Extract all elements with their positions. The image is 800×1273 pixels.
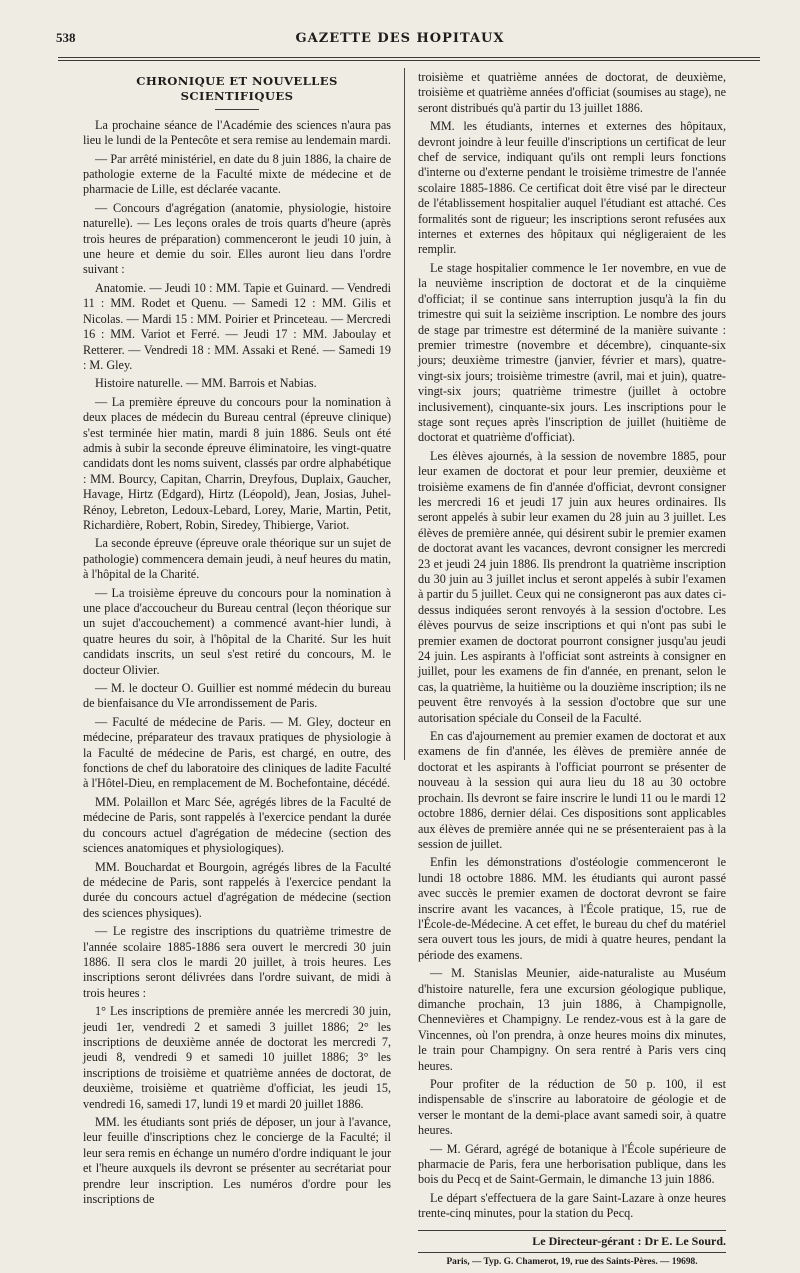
paragraph-lille-chaire: — Par arrêté ministériel, en date du 8 juin 1886, la chaire de pathologie externe de la Faculté mixte de médecine et de pharmacie de Lille, est déclarée vacante. bbox=[83, 151, 391, 197]
paragraph-gerard-herborisation: — M. Gérard, agrégé de botanique à l'École supérieure de pharmacie de Paris, fera une herborisation publique, dans les bois du Pecq et de Saint-Germain, le dimanche 13 juin 1886. bbox=[418, 1141, 726, 1187]
paragraph-academie: La prochaine séance de l'Académie des sciences n'aura pas lieu le lundi de la Pentecôte et sera remise au lendemain mardi. bbox=[83, 117, 391, 148]
paragraph-ajournement: En cas d'ajournement au premier examen de doctorat et aux examens de fin d'année, les élèves de première année de doctorat et les aspirants à l'officiat pourront se présenter de nouveau à la session qui aura lieu du 18 au 30 octobre prochain. Ils devront se faire inscrire le lundi 11 ou le mardi 12 octobre 1886, dernier délai. Ces dispositions sont applicables aux élèves de première année qui ne se présenteraient pas à la session de juillet. bbox=[418, 729, 726, 851]
paragraph-etudiants-internes: MM. les étudiants, internes et externes des hôpitaux, devront joindre à leur feuille d'inscriptions un certificat de leur chef de service, indiquant qu'ils ont rempli leurs fonctions d'interne ou d'externe pendant le troisième trimestre de l'année scolaire 1885-1886. Ce certificat doit être visé par le directeur de l'établissement hospitalier auquel l'étudiant est attaché. Ces formalités sont de rigueur; les inscriptions seront refusées aux internes et externes des hôpitaux qui négligeraient de les remplir. bbox=[418, 119, 726, 257]
paragraph-faculte-gley: — Faculté de médecine de Paris. — M. Gley, docteur en médecine, préparateur des travaux pratiques de physiologie à la Faculté de médecine de Paris, est chargé, en outre, des fonctions de chef du laboratoire des cliniques de ladite Faculté à l'Hôtel-Dieu, en remplacement de M. Bochefontaine, décédé. bbox=[83, 714, 391, 791]
paragraph-polaillon: MM. Polaillon et Marc Sée, agrégés libres de la Faculté de médecine de Paris, sont rappelés à l'exercice pendant la durée du concours actuel d'agrégation de médecine (section des sciences anatomiques et physiologiques). bbox=[83, 794, 391, 856]
left-column bbox=[83, 70, 391, 1210]
paragraph-stage-hospitalier: Le stage hospitalier commence le 1er novembre, en vue de la neuvième inscription de doctorat et de la cinquième d'officiat; il se continue sans interruption jusqu'à la fin du trimestre qui suit la seizième inscription. Le nombre des jours de stage par trimestre est déterminé de la manière suivante : premier trimestre (novembre et décembre), cinquante-six jours; deuxième trimestre (janvier, février et mars), quatre-vingt-six jours; troisième trimestre (avril, mai et juin), quatre-vingt-six jours; quatrième trimestre (juillet à octobre inclusivement), cinquante-six jours. Les inscriptions pour le stage sont reçues après l'inscription de juillet (huitième de doctorat et quatrième d'officiat). bbox=[418, 260, 726, 445]
paragraph-osteologie: Enfin les démonstrations d'ostéologie commenceront le lundi 18 octobre 1886. MM. les étudiants qui auront passé avec succès le premier examen de doctorat devront se faire inscrire avant les vacances, à l'École pratique, 15, rue de l'École-de-Médecine. A cet effet, le bureau du chef du matériel sera ouvert tous les jours, de midi à quatre heures, pendant la période des examens. bbox=[418, 855, 726, 962]
paragraph-histoire-naturelle: Histoire naturelle. — MM. Barrois et Nabias. bbox=[95, 376, 317, 391]
paragraph-inscriptions-dates: 1° Les inscriptions de première année les mercredi 30 juin, jeudi 1er, vendredi 2 et samedi 3 juillet 1886; 2° les inscriptions de deuxième année de doctorat les mercredi 7, jeudi 8, vendredi 9 et samedi 10 juillet 1886; 3° les inscriptions de troisième et quatrième années de doctorat, de deuxième, troisième et quatrième d'officiat, les jeudi 15, vendredi 16, samedi 17, lundi 19 et mardi 20 juillet 1886. bbox=[83, 1004, 391, 1111]
paragraph-anatomie-schedule: Anatomie. — Jeudi 10 : MM. Tapie et Guinard. — Vendredi 11 : MM. Rodet et Quenu. — Samedi 12 : MM. Gilis et Nicolas. — Mardi 15 : MM. Poirier et Princeteau. — Mercredi 16 : MM. Variot et Ferré. — Jeudi 17 : MM. Jaboulay et Retterer. — Vendredi 18 : MM. Assaki et René. — Samedi 19 : M. Gley. bbox=[83, 280, 391, 372]
paragraph-registre: — Le registre des inscriptions du quatrième trimestre de l'année scolaire 1885-1886 sera ouvert le mercredi 30 juin 1886. Il sera clos le mardi 20 juillet, à trois heures. Les inscriptions seront délivrées dans l'ordre suivant, de midi à trois heures : bbox=[83, 924, 391, 1000]
paragraph-troisieme-annee: troisième et quatrième années de doctorat, de deuxième, troisième et quatrième années d'officiat (soumises au stage), ne seront distribués qu'à partir du 13 juillet 1886. bbox=[418, 70, 726, 115]
page-number: 538 bbox=[56, 30, 76, 45]
printer-imprint: Paris, — Typ. G. Chamerot, 19, rue des Saints-Pères. — 19698. bbox=[418, 1252, 726, 1270]
signature-rule bbox=[418, 1230, 726, 1231]
paragraph-depart: Le départ s'effectuera de la gare Saint-Lazare à onze heures trente-cinq minutes, pour la station du Pecq. bbox=[418, 1190, 726, 1221]
paragraph-meunier-excursion: — M. Stanislas Meunier, aide-naturaliste au Muséum d'histoire naturelle, fera une excursion géologique publique, dimanche prochain, 13 juin 1886, à Champignolle, Chennevières et Champigny. Le rendez-vous est à la gare de Vincennes, où l'on prendra, à onze heures moins dix minutes, le train pour Champigny. On sera rentré à Paris vers cinq heures. bbox=[418, 966, 726, 1073]
paragraph-bouchardat: MM. Bouchardat et Bourgoin, agrégés libres de la Faculté de médecine de Paris, sont rappelés à l'exercice pendant la durée du concours actuel d'agrégation de médecine (section des sciences physiques). bbox=[83, 859, 391, 920]
paragraph-guillier: — M. le docteur O. Guillier est nommé médecin du bureau de bienfaisance du VIe arrondissement de Paris. bbox=[83, 681, 391, 711]
paragraph-reduction: Pour profiter de la réduction de 50 p. 100, il est indispensable de s'inscrire au laboratoire de géologie et de verser le montant de la demi-place avant samedi soir, à quatre heures. bbox=[418, 1077, 726, 1138]
paragraph-eleves-ajournes: Les élèves ajournés, à la session de novembre 1885, pour leur examen de doctorat et pour leur premier, deuxième et troisième examens de fin d'année d'officiat, devront consigner les mercredi 16 et jeudi 17 juin aux heures ordinaires. Ils seront appelés à subir leur examen du 28 juin au 3 juillet. Les élèves de première année, qui désirent subir le premier examen de doctorat avant les vacances, devront consigner les mercredi 23 et jeudi 24 juin 1886. Ils prendront la quatrième inscription du 30 juin au 3 juillet inclus et seront appelés à subir l'examen à partir du 5 juillet. Ceux qui ne consigneront pas aux dates ci-dessus indiquées seront renvoyés à la session d'octobre. Les élèves pourvus de seize inscriptions et qui n'ont pas subi le premier examen de doctorat pourront consigner jusqu'au jeudi 24 juin. Les aspirants à l'officiat sont astreints à consigner en juillet, pour les examens de fin d'année, en prenant, selon le cas, la quatrième, la huitième ou la douzième inscription; ils ne peuvent être renvoyés à la session d'octobre que sur une autorisation spéciale du Conseil de la Faculté. bbox=[418, 448, 726, 725]
section-title: CHRONIQUE ET NOUVELLES SCIENTIFIQUES bbox=[136, 74, 338, 104]
director-signature: Le Directeur-gérant : Dr E. Le Sourd. bbox=[532, 1233, 726, 1248]
paragraph-accoucheur: — La troisième épreuve du concours pour la nomination à une place d'accoucheur du Bureau central (leçon théorique sur un sujet d'accouchement) a commencé avant-hier lundi, à quatre heures du soir, à l'hôpital de la Charité. Sur les huit candidats inscrits, un seul s'est retiré du concours, M. le docteur Olivier. bbox=[83, 585, 391, 677]
right-column bbox=[418, 70, 726, 1273]
header-rule bbox=[58, 57, 760, 61]
paragraph-concours-agregation: — Concours d'agrégation (anatomie, physiologie, histoire naturelle). — Les leçons orales de trois quarts d'heure (après trois heures de préparation) commenceront le jeudi 10 juin, à une heure et demie du soir. Elles auront lieu dans l'ordre suivant : bbox=[83, 200, 391, 277]
paragraph-seconde-epreuve: La seconde épreuve (épreuve orale théorique sur un sujet de pathologie) commencera demain jeudi, à neuf heures du matin, à l'hôpital de la Charité. bbox=[83, 536, 391, 582]
paragraph-bureau-central-first: — La première épreuve du concours pour la nomination à deux places de médecin du Bureau central (épreuve clinique) s'est terminée hier matin, mardi 8 juin 1886. Seuls ont été admis à subir la seconde épreuve éliminatoire, les vingt-quatre candidats dont les noms suivent, classés par ordre alphabétique : MM. Bourcy, Capitan, Charrin, Dreyfous, Duplaix, Gaucher, Havage, Hirtz (Edgard), Hirtz (Léopold), Jean, Josias, Juhel-Rénoy, Lebreton, Ledoux-Lebard, Lorey, Marie, Martin, Petit, Richardière, Robert, Robin, Siredey, Thibierge, Variot. bbox=[83, 394, 391, 532]
column-divider bbox=[404, 68, 405, 760]
section-rule bbox=[215, 109, 259, 110]
paragraph-numeros-ordre: MM. les étudiants sont priés de déposer, un jour à l'avance, leur feuille d'inscriptions chez le concierge de la Faculté; il leur sera remis en échange un numéro d'ordre indiquant le jour et l'heure auxquels ils devront se présenter au secrétariat pour prendre leur inscription. Les numéros d'ordre pour les inscriptions de bbox=[83, 1115, 391, 1207]
running-title: GAZETTE DES HOPITAUX bbox=[295, 31, 505, 46]
